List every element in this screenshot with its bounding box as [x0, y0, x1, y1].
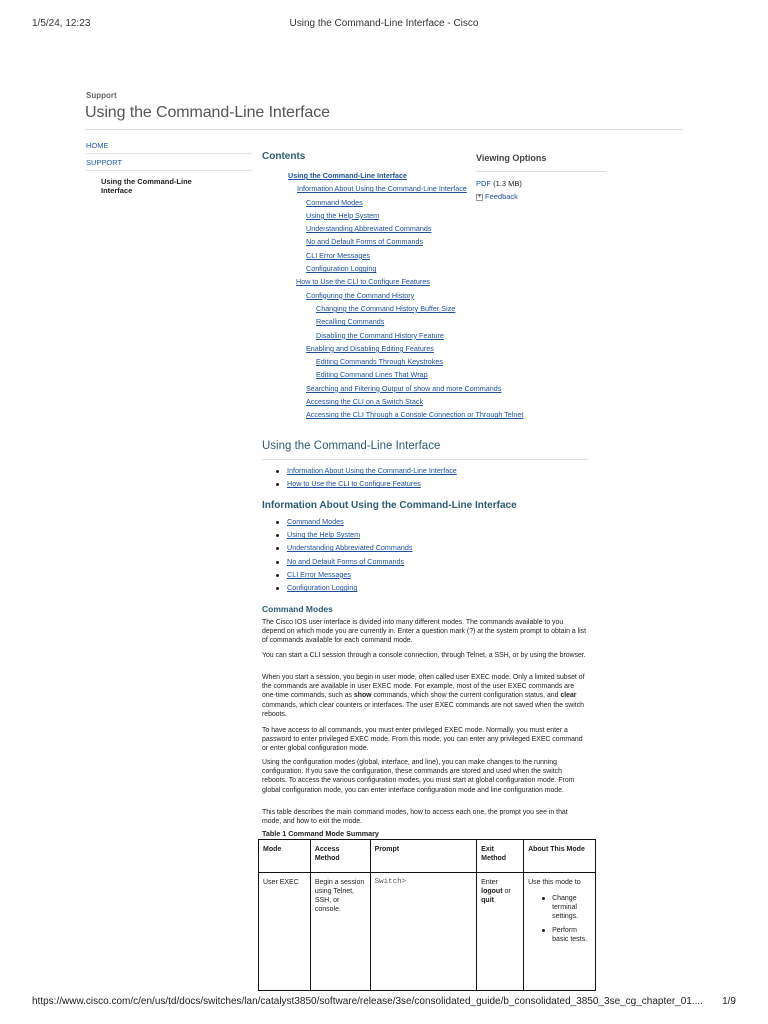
toc-link[interactable]: Recalling Commands: [316, 317, 385, 327]
print-footer: [32, 996, 736, 1010]
cell-prompt: Switch>: [370, 873, 477, 991]
viewing-options-heading: Viewing Options: [476, 153, 547, 163]
pdf-size: (1.3 MB): [493, 179, 522, 188]
breadcrumb-support[interactable]: Support: [86, 91, 117, 100]
list-item: [274, 558, 412, 567]
toc-link[interactable]: Configuring the Command History: [306, 290, 415, 300]
toc-link[interactable]: Accessing the CLI on a Switch Stack: [306, 397, 424, 407]
toc-link[interactable]: No and Default Forms of Commands: [306, 237, 424, 247]
sidebar-current-page: Using the Command-Line Interface: [101, 177, 192, 196]
section-main-links: [274, 467, 457, 493]
column-header: Access Method: [310, 840, 370, 873]
keyword-show: show: [353, 692, 372, 700]
feedback-row: [476, 192, 606, 201]
plus-icon: +: [477, 193, 482, 200]
section-heading-main: Using the Command-Line Interface: [262, 440, 441, 452]
list-item: [274, 531, 412, 540]
section-link[interactable]: Understanding Abbreviated Commands: [287, 543, 413, 553]
column-header: Exit Method: [477, 840, 524, 873]
toc-link[interactable]: CLI Error Messages: [306, 250, 370, 260]
command-mode-table: [258, 839, 596, 991]
title-divider: [85, 129, 683, 130]
toc-link[interactable]: Command Modes: [306, 197, 363, 207]
section-link[interactable]: Information About Using the Command-Line Interface: [287, 466, 457, 475]
toc-link[interactable]: Searching and Filtering Output of show and more Commands: [306, 383, 502, 393]
feedback-link[interactable]: Feedback: [485, 192, 518, 201]
paragraph: When you start a session, you begin in user mode, often called user EXEC mode. Only a limited subset of the commands are available in user EXEC mode. For example, most of the user EXEC commands are one-time commands, such as show commands, which show the current configuration status, and clear commands, which clear counters or interfaces. The user EXEC commands are not saved when the switch reboots.: [262, 674, 585, 718]
list-item: [274, 571, 412, 580]
section-info-links: [274, 518, 412, 597]
print-datetime: 1/5/24, 12:23: [32, 18, 91, 29]
list-item: [274, 584, 412, 593]
list-item: Change terminal settings.: [540, 894, 591, 921]
table-of-contents: [262, 171, 542, 424]
table-caption: Table 1 Command Mode Summary: [262, 829, 379, 838]
cell-exit-method: Enter logout or quit.: [477, 873, 524, 991]
keyword-quit: quit: [481, 897, 494, 905]
section-link[interactable]: Using the Help System: [287, 530, 361, 540]
toc-link[interactable]: Understanding Abbreviated Commands: [306, 224, 432, 234]
paragraph: The Cisco IOS user interface is divided into many different modes. The commands available to you depend on which mode you are currently in. Enter a question mark (?) at the system prompt to obtain a list of commands available for each command mode.: [262, 619, 587, 645]
print-url: https://www.cisco.com/c/en/us/td/docs/switches/lan/catalyst3850/software/release/3se/consolidated_guide/b_consolidated_3850_3se_cg_chapter_01....: [32, 996, 703, 1007]
toc-link[interactable]: Editing Commands Through Keystrokes: [316, 357, 443, 367]
viewing-options-panel: [476, 153, 606, 201]
toc-link[interactable]: Configuration Logging: [306, 264, 377, 274]
paragraph: Using the configuration modes (global, interface, and line), you can make changes to the running configuration. If you save the configuration, these commands are stored and used when the switch reboots. To access the various configuration modes, you must start at global configuration mode. From global configuration mode, you can enter interface configuration mode and line configuration mode.: [262, 759, 575, 794]
paragraph: You can start a CLI session through a console connection, through Telnet, a SSH, or by using the browser.: [262, 652, 586, 659]
pdf-row: [476, 179, 606, 188]
sidebar-nav: [86, 140, 252, 196]
print-header: [32, 18, 736, 32]
section-heading-info: Information About Using the Command-Line Interface: [262, 500, 517, 511]
sidebar-item-support[interactable]: SUPPORT: [86, 157, 252, 171]
toc-link[interactable]: Information About Using the Command-Line Interface: [297, 184, 467, 194]
contents-heading: Contents: [262, 151, 306, 162]
paragraph: To have access to all commands, you must enter privileged EXEC mode. Normally, you must enter a password to enter privileged EXEC mode. From this mode, you can enter any privileged EXEC command or enter global configuration mode.: [262, 727, 583, 753]
print-page-number: 1/9: [722, 996, 736, 1007]
toc-link[interactable]: Using the Command-Line Interface: [288, 171, 408, 180]
toc-link[interactable]: Using the Help System: [306, 210, 380, 220]
section-link[interactable]: Command Modes: [287, 517, 344, 526]
about-mode-list: [528, 894, 591, 944]
page-title: Using the Command-Line Interface: [85, 104, 330, 121]
table-row: [259, 873, 596, 991]
keyword-logout: logout: [481, 888, 503, 896]
cell-access-method: Begin a session using Telnet, SSH, or console.: [310, 873, 370, 991]
pdf-link[interactable]: PDF: [476, 179, 491, 188]
list-item: [274, 467, 457, 476]
section-link[interactable]: No and Default Forms of Commands: [287, 556, 405, 566]
list-item: [274, 518, 412, 527]
toc-link[interactable]: Changing the Command History Buffer Size: [316, 303, 456, 313]
table-header-row: [259, 840, 596, 873]
toc-link[interactable]: How to Use the CLI to Configure Features: [296, 277, 430, 287]
list-item: [274, 480, 457, 489]
column-header: Mode: [259, 840, 311, 873]
toc-link[interactable]: Disabling the Command History Feature: [316, 330, 444, 340]
toc-link[interactable]: Accessing the CLI Through a Console Connection or Through Telnet: [306, 410, 524, 420]
cell-about-mode: Use this mode to Change terminal settings. Perform basic tests.: [524, 873, 596, 991]
cell-mode: User EXEC: [259, 873, 311, 991]
section-divider: [262, 459, 588, 460]
viewing-options-divider: [476, 171, 606, 172]
section-link[interactable]: CLI Error Messages: [287, 569, 351, 579]
sidebar-item-home[interactable]: HOME: [86, 140, 252, 154]
keyword-clear: clear: [560, 692, 577, 700]
print-page-title: Using the Command-Line Interface - Cisco: [289, 18, 479, 29]
list-item: [274, 544, 412, 553]
column-header: About This Mode: [524, 840, 596, 873]
toc-link[interactable]: Editing Command Lines That Wrap: [316, 370, 428, 380]
section-link[interactable]: Configuration Logging: [287, 583, 358, 593]
column-header: Prompt: [370, 840, 477, 873]
section-link[interactable]: How to Use the CLI to Configure Features: [287, 479, 421, 489]
toc-link[interactable]: Enabling and Disabling Editing Features: [306, 343, 434, 353]
section-heading-command-modes: Command Modes: [262, 604, 333, 614]
paragraph: This table describes the main command modes, how to access each one, the prompt you see in that mode, and how to exit the mode.: [262, 809, 568, 826]
list-item: Perform basic tests.: [540, 926, 591, 944]
